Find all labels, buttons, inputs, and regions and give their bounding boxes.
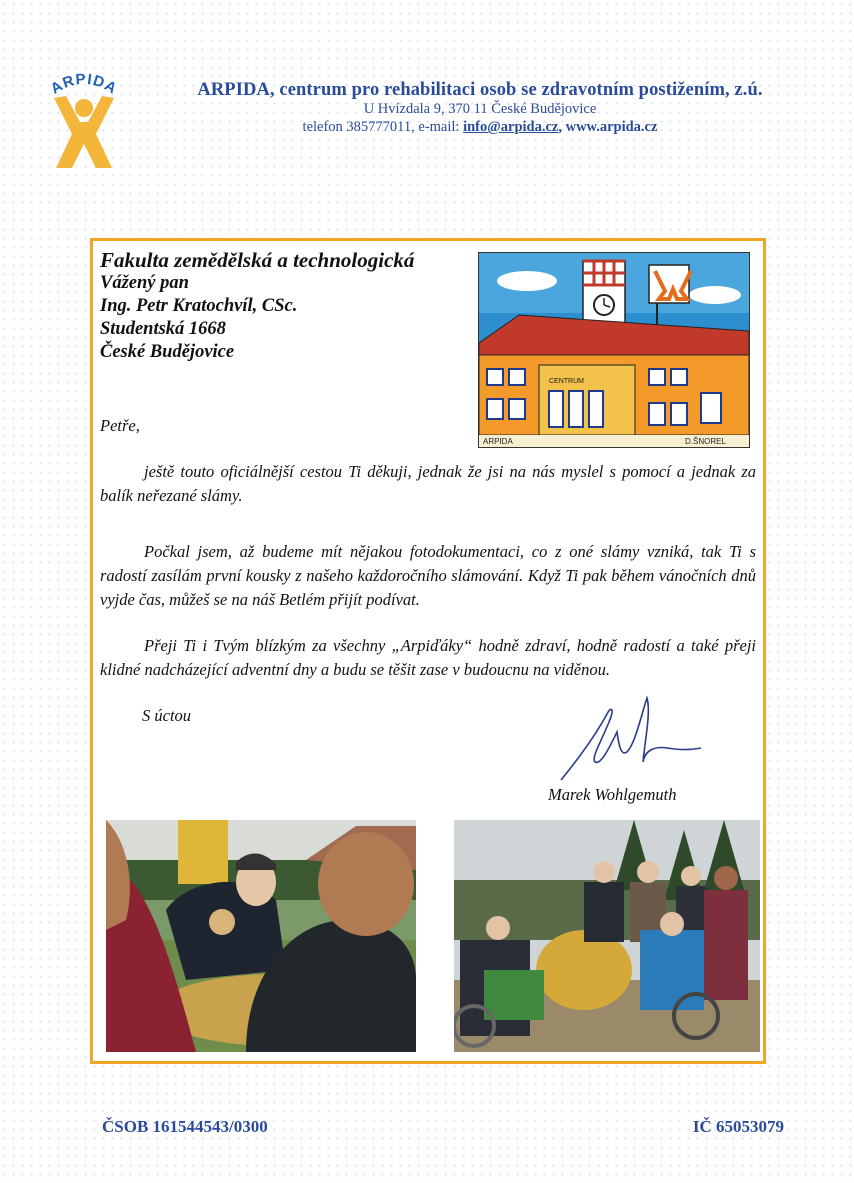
building-drawing <box>478 252 750 448</box>
svg-text:ARPIDA <box>48 71 120 98</box>
photo-nativity-group <box>454 820 760 1052</box>
organization-address: U Hvízdala 9, 370 11 České Budějovice <box>363 101 597 117</box>
letter-closing: S úctou <box>142 706 192 725</box>
photo-straw-workshop <box>106 820 416 1052</box>
logo-text: ARPIDA <box>47 70 121 98</box>
recipient-street: Studentská 1668 <box>100 319 226 339</box>
arpida-logo <box>44 64 124 172</box>
organization-name: ARPIDA, centrum pro rehabilitaci osob se zdravotním postižením, z.ú. <box>197 80 763 100</box>
phone-label: telefon 385777011, e-mail: <box>302 119 464 135</box>
recipient-name: Ing. Petr Kratochvíl, CSc. <box>100 296 298 316</box>
company-id: IČ 65053079 <box>692 1117 784 1136</box>
letter-paragraph: Počkal jsem, až budeme mít nějakou fotodokumentaci, co z oné slámy vzniká, tak Ti s radostí zasílám první kousky z našeho každoročního slámování. Když Ti pak během vánočních dnů vyjde čas, můžeš se na náš Betlém přijít podívat. <box>100 542 756 609</box>
organization-contact <box>150 119 810 136</box>
recipient-salutation: Vážený pan <box>100 273 189 293</box>
drawing-sign-author: D.ŠNOREL <box>685 437 726 446</box>
handwritten-signature <box>555 692 705 784</box>
signer-name: Marek Wohlgemuth <box>548 785 677 804</box>
letter-paragraph: ještě touto oficiálnější cestou Ti děkuji, jednak že jsi na nás myslel s pomocí a jednak za balík neřezané slámy. <box>100 462 756 505</box>
recipient-address <box>100 248 414 364</box>
recipient-city: České Budějovice <box>100 342 235 362</box>
contact-separator: , <box>558 119 566 135</box>
email-link[interactable]: info@arpida.cz <box>463 119 559 135</box>
letter-salutation: Petře, <box>100 416 140 435</box>
website-link[interactable]: www.arpida.cz <box>565 119 658 135</box>
bank-account: ČSOB 161544543/0300 <box>102 1117 268 1136</box>
recipient-faculty: Fakulta zemědělská a technologická <box>100 248 415 272</box>
drawing-sign-arpida: ARPIDA <box>483 437 513 446</box>
letter-paragraph: Přeji Ti i Tvým blízkým za všechny „Arpiďáky“ hodně zdraví, hodně radostí a také přeji klidné nadcházející adventní dny a budu se těšit zase v budoucnu na viděnou. <box>100 636 756 679</box>
drawing-sign-centrum: CENTRUM <box>549 378 584 385</box>
